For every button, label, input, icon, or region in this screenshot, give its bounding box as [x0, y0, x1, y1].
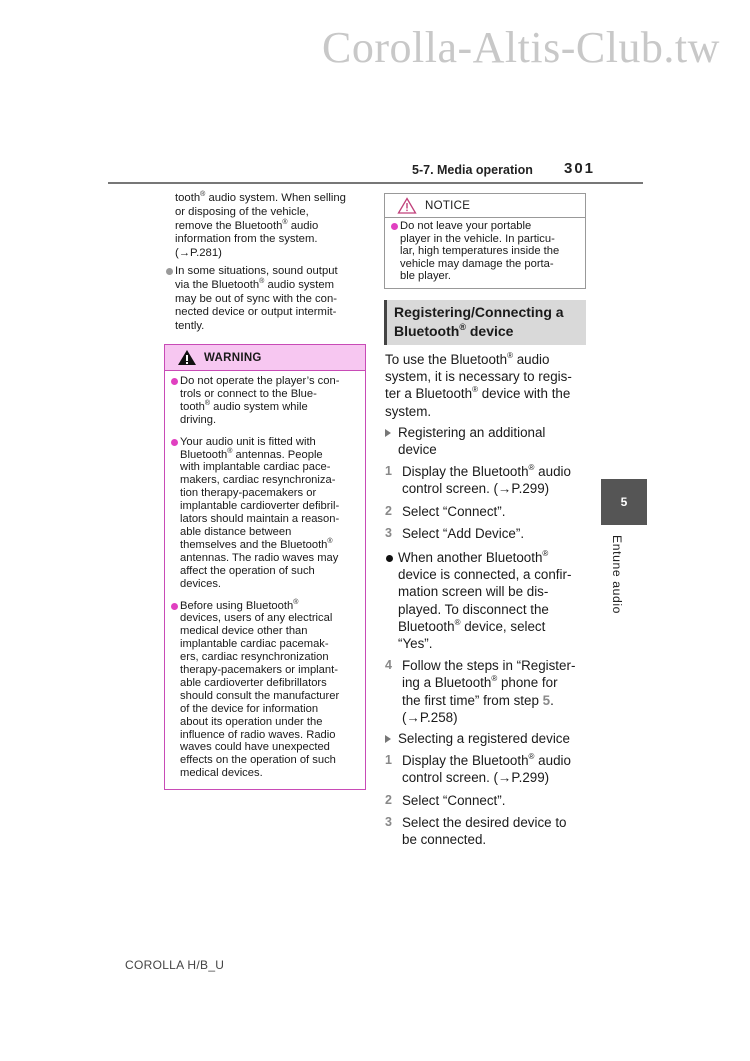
chapter-tab-label: Entune audio — [610, 535, 624, 615]
step-item: 1 Display the Bluetooth® audio control screen. (→P.299) — [385, 463, 571, 497]
step-item: 1 Display the Bluetooth® audio control screen. (→P.299) — [385, 752, 571, 786]
warning-header — [165, 345, 365, 371]
triangle-bullet-icon — [385, 735, 391, 743]
watermark: Corolla-Altis-Club.tw — [322, 23, 720, 72]
notice-body — [385, 218, 585, 283]
continued-text: tooth® audio system. When selling or disposing of the vehicle, remove the Bluetooth® audio information from the system. (→P.281) — [175, 191, 346, 260]
step-item: 3 Select the desired device to be connected. — [385, 814, 567, 848]
warning-title: WARNING — [204, 351, 262, 364]
step-item: 2 Select “Connect”. — [385, 792, 506, 808]
bullet-icon — [391, 223, 398, 230]
step-item: 2 Select “Connect”. — [385, 503, 506, 519]
notice-box — [384, 193, 586, 289]
warning-triangle-icon — [177, 349, 197, 366]
notice-item: Do not leave your portable player in the vehicle. In particu- lar, high temperatures inside the vehicle may damage the porta- ble player. — [391, 220, 579, 283]
footer-model: COROLLA H/B_U — [125, 958, 225, 972]
page-number: 301 — [564, 160, 596, 177]
step-item: 4 Follow the steps in “Register- ing a Bluetooth® phone for the first time” from step 5. (→P.258) — [385, 658, 576, 725]
notice-header — [385, 194, 585, 218]
bullet-sync: In some situations, sound output via the Bluetooth® audio system may be out of sync with the con- nected device or output intermit- tently. — [166, 265, 370, 334]
triangle-bullet-icon — [385, 429, 391, 437]
chapter-tab: 5 — [601, 479, 647, 525]
warning-item: Your audio unit is fitted with Bluetooth® antennas. People with implantable cardiac pace- makers, cardiac resynchroniza- tion therapy-pacemakers or implantable cardioverter defibril- lators should maintain a reason- able distance between themselves and the Bluetooth® antennas. The radio waves may affect the operation of such devices. — [171, 436, 359, 591]
step-item: 3 Select “Add Device”. — [385, 525, 525, 541]
bullet-icon — [171, 603, 178, 610]
section-header: 5-7. Media operation — [412, 163, 533, 177]
left-column — [166, 192, 370, 334]
bullet-note: When another Bluetooth® device is connected, a confir- mation screen will be dis- played. To disconnect the Bluetooth® device, select “Yes”. — [385, 549, 590, 652]
warning-item: Do not operate the player’s con- trols or connect to the Blue- tooth® audio system while driving. — [171, 375, 359, 427]
header-rule — [108, 182, 643, 184]
caution-triangle-icon — [397, 197, 417, 214]
subheading-registered-device: Selecting a registered device — [385, 730, 590, 747]
bullet-icon — [171, 378, 178, 385]
intro-paragraph: To use the Bluetooth® audio system, it is necessary to regis- ter a Bluetooth® device with the system. — [385, 351, 572, 419]
right-column — [385, 351, 590, 848]
warning-body — [165, 371, 365, 780]
warning-box — [164, 344, 366, 790]
section-heading: Registering/Connecting a Bluetooth® device — [384, 300, 586, 345]
bullet-icon — [171, 439, 178, 446]
warning-item: Before using Bluetooth® devices, users of any electrical medical device other than implantable cardiac pacemak- ers, cardiac resynchronization therapy-pacemakers or implant- able cardioverter defibrillators should consult the manufacturer of the device for information about its operation under the influence of radio waves. Radio waves could have unexpected effects on the operation of such medical devices. — [171, 600, 359, 781]
bullet-icon — [386, 555, 393, 562]
notice-title: NOTICE — [425, 199, 471, 212]
bullet-icon — [166, 268, 173, 275]
subheading-add-device: Registering an additional device — [385, 424, 590, 458]
